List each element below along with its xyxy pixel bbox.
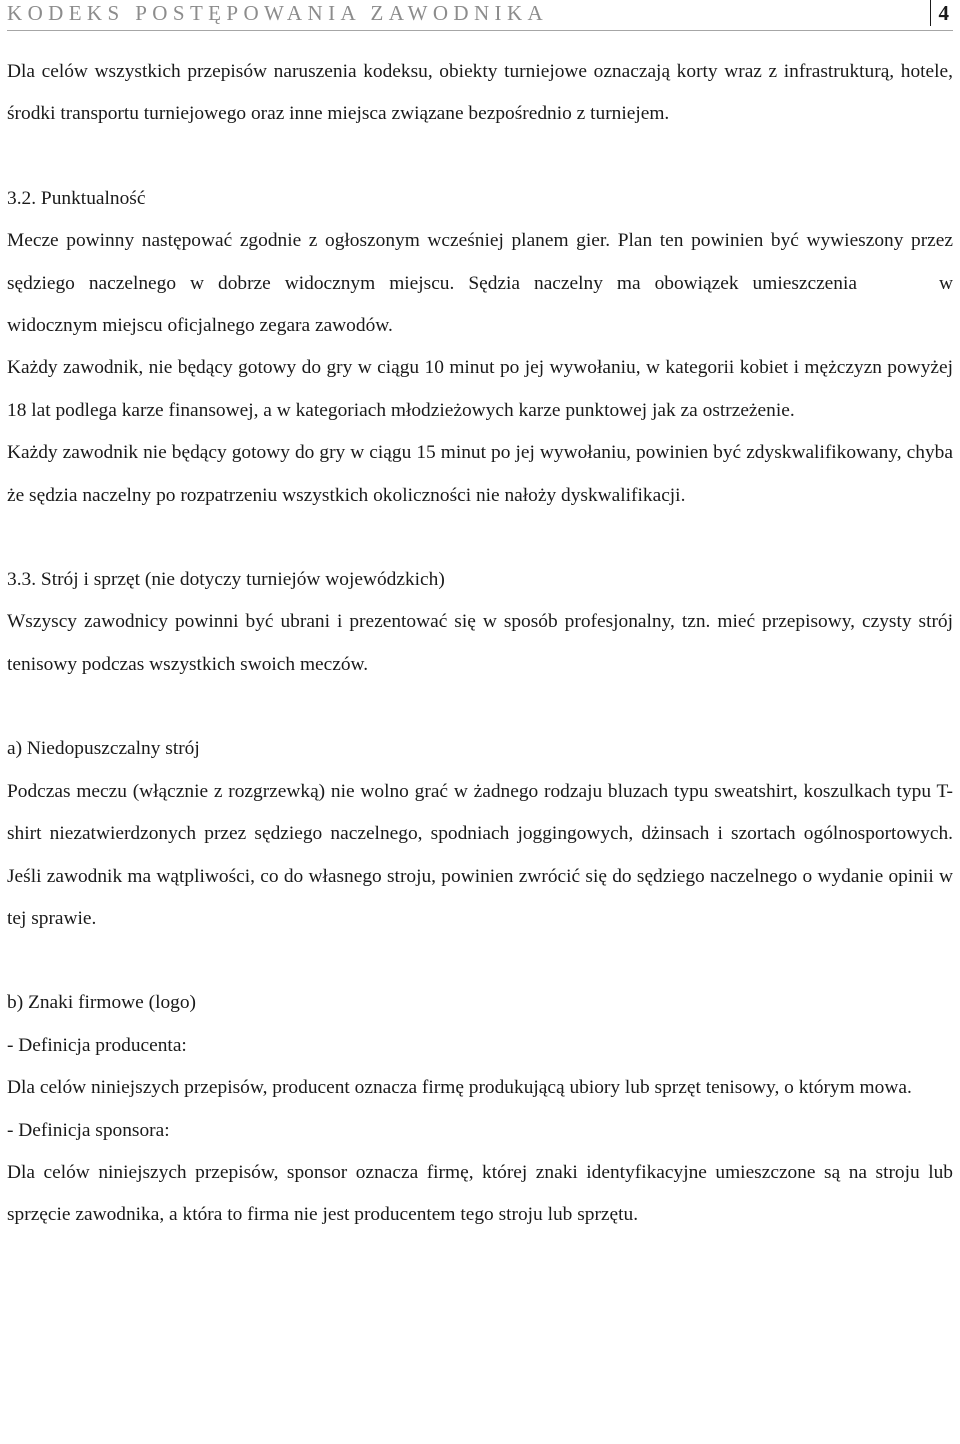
header-title: KODEKS POSTĘPOWANIA ZAWODNIKA [7,1,549,25]
section-a-heading: a) Niedopuszczalny strój [7,738,200,760]
document-body [7,51,953,1237]
punctuality-paragraph-1 [7,220,953,347]
spacer [7,136,953,178]
intro-paragraph: Dla celów wszystkich przepisów naruszenia kodeksu, obiekty turniejowe oznaczają korty wraz z infrastrukturą, hotele, środki transportu turniejowego oraz inne miejsca związane bezpośrednio z turniejem. [7,61,953,125]
page-header [7,0,953,31]
attire-paragraph: Wszyscy zawodnicy powinni być ubrani i prezentować się w sposób profesjonalny, tzn. mieć przepisowy, czysty strój tenisowy podczas wszystkich swoich meczów. [7,611,953,675]
section-3-2-heading: 3.2. Punktualność [7,187,146,209]
section-3-3-heading: 3.3. Strój i sprzęt (nie dotyczy turniejów wojewódzkich) [7,569,445,591]
forbidden-attire-paragraph: Podczas meczu (włącznie z rozgrzewką) nie wolno grać w żadnego rodzaju bluzach typu sweatshirt, koszulkach typu T-shirt niezatwierdzonych przez sędziego naczelnego, spodniach joggingowych, dżinsach i szortach ogólnosportowych. Jeśli zawodnik ma wątpliwości, co do własnego stroju, powinien zwrócić się do sędziego naczelnego o wydanie opinii w tej sprawie. [7,780,953,929]
spacer [7,517,953,559]
sponsor-definition-heading: - Definicja sponsora: [7,1119,170,1141]
page-number: 4 [930,0,950,26]
spacer [7,686,953,728]
producer-definition-heading: - Definicja producenta: [7,1034,187,1056]
spacer [7,940,953,982]
producer-definition-text: Dla celów niniejszych przepisów, producent oznacza firmę produkującą ubiory lub sprzęt tenisowy, o którym mowa. [7,1077,912,1099]
punctuality-paragraph-1-tail: w widocznym miejscu oficjalnego zegara zawodów. [7,272,953,337]
punctuality-paragraph-3: Każdy zawodnik nie będący gotowy do gry w ciągu 15 minut po jej wywołaniu, powinien być zdyskwalifikowany, chyba że sędzia naczelny po rozpatrzeniu wszystkich okoliczności nie nałoży dyskwalifikacji. [7,442,953,506]
punctuality-paragraph-1-text: Mecze powinny następować zgodnie z ogłoszonym wcześniej planem gier. Plan ten powinien być wywieszony przez sędziego naczelnego w dobrze widocznym miejscu. Sędzia naczelny ma obowiązek umieszczenia [7,230,953,294]
section-b-heading: b) Znaki firmowe (logo) [7,992,197,1014]
punctuality-paragraph-2: Każdy zawodnik, nie będący gotowy do gry w ciągu 10 minut po jej wywołaniu, w kategorii kobiet i mężczyzn powyżej 18 lat podlega karze finansowej, a w kategoriach młodzieżowych karze punktowej jak za ostrzeżenie. [7,357,953,421]
sponsor-definition-text: Dla celów niniejszych przepisów, sponsor oznacza firmę, której znaki identyfikacyjne umieszczone są na stroju lub sprzęcie zawodnika, a która to firma nie jest producentem tego stroju lub sprzętu. [7,1161,953,1226]
